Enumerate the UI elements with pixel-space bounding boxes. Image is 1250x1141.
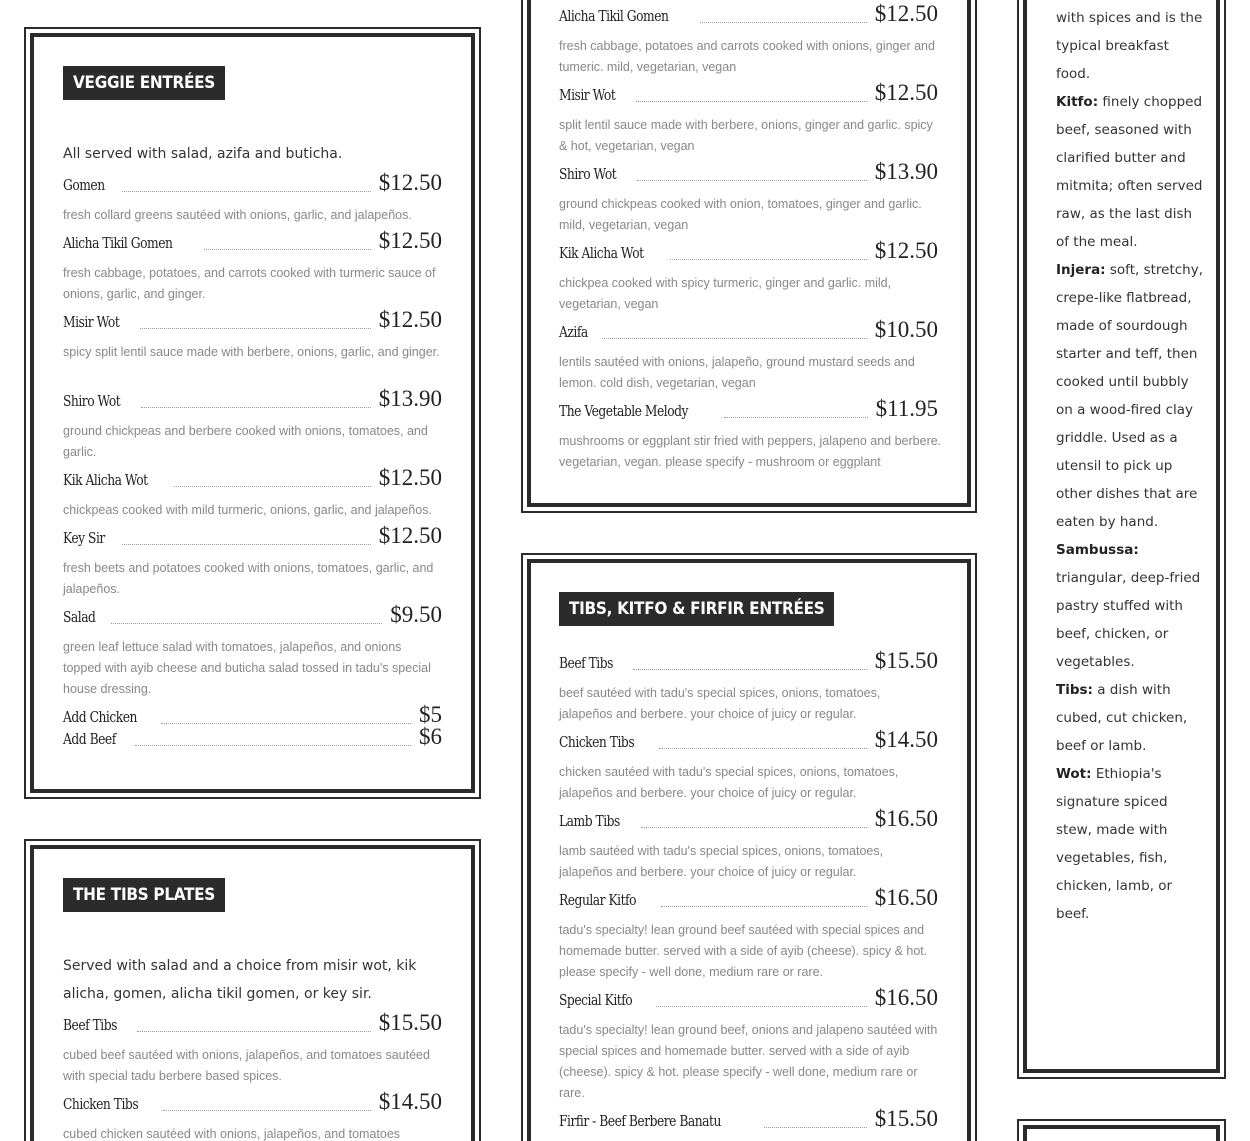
item-name: Salad xyxy=(63,608,96,626)
item-description: tadu's specialty! lean ground beef, onions and jalapeno sautéed with special spices and homemade butter. served with a side of ayib (cheese). spicy & hot. please specify - well done, medium rare or rare. xyxy=(559,1023,938,1100)
item-name: Shiro Wot xyxy=(559,165,617,183)
item-price: $14.50 xyxy=(874,727,938,752)
glossary-entry xyxy=(1056,676,1206,760)
menu-item-addon xyxy=(63,724,442,750)
item-description: ground chickpeas cooked with onion, tomatoes, ginger and garlic. mild, vegetarian, vegan xyxy=(559,197,922,232)
item-description: tadu's specialty! lean ground beef sautéed with special spices and homemade butter. served with a side of ayib (cheese). spicy & hot. please specify - well done, medium rare or rare. xyxy=(559,923,928,979)
item-description: chickpeas cooked with mild turmeric, onions, garlic, and jalapeños. xyxy=(63,503,432,517)
item-price: $12.50 xyxy=(378,307,442,332)
item-description: green leaf lettuce salad with tomatoes, jalapeños, and onions topped with ayib cheese and buticha salad tossed in tadu's special house dressing. xyxy=(63,640,431,696)
dot-leader xyxy=(700,22,866,23)
dot-leader xyxy=(137,1031,371,1032)
menu-item xyxy=(63,307,442,333)
item-name: Add Chicken xyxy=(63,708,137,726)
item-name: Kik Alicha Wot xyxy=(63,471,148,489)
dot-leader xyxy=(724,417,867,418)
item-price: $12.50 xyxy=(378,170,442,195)
glossary-definition: soft, stretchy, crepe-like flatbread, made of sourdough starter and teff, then cooked until bubbly on a wood-fired clay griddle. Used as a utensil to pick up other dishes that are eaten by hand. xyxy=(1056,262,1204,530)
glossary-definition: a dish with cubed, cut chicken, beef or lamb. xyxy=(1056,682,1188,754)
menu-item xyxy=(63,602,442,628)
dot-leader xyxy=(670,259,867,260)
item-price: $12.50 xyxy=(378,465,442,490)
menu-item xyxy=(63,386,442,412)
item-price: $16.50 xyxy=(874,806,938,831)
item-description: spicy split lentil sauce made with berbere, onions, garlic, and ginger. xyxy=(63,345,440,359)
item-price: $16.50 xyxy=(874,985,938,1010)
item-description: mushrooms or eggplant stir fried with peppers, jalapeno and berbere. vegetarian, vegan. please specify - mushroom or eggplant xyxy=(559,434,942,469)
item-description: fresh collard greens sautéed with onions, garlic, and jalapeños. xyxy=(63,208,412,222)
dot-leader xyxy=(135,745,411,746)
dot-leader xyxy=(661,906,867,907)
glossary-entry xyxy=(1056,536,1206,676)
menu-item xyxy=(559,1,938,27)
menu-item xyxy=(559,80,938,106)
menu-item xyxy=(559,648,938,674)
glossary-term: Wot: xyxy=(1056,766,1092,782)
item-price: $10.50 xyxy=(874,317,938,342)
dot-leader xyxy=(122,544,371,545)
dot-leader xyxy=(659,748,867,749)
item-name: Kik Alicha Wot xyxy=(559,244,644,262)
glossary-definition: finely chopped beef, seasoned with clarified butter and mitmita; often served raw, as the last dish of the meal. xyxy=(1056,94,1203,250)
dot-leader xyxy=(641,827,867,828)
dot-leader xyxy=(163,1110,371,1111)
menu-item xyxy=(559,885,938,911)
dot-leader xyxy=(636,101,867,102)
item-price: $12.50 xyxy=(378,523,442,548)
item-name: Beef Tibs xyxy=(63,1016,117,1034)
item-description: beef sautéed with tadu's special spices, onions, tomatoes, jalapeños and berbere. your choice of juicy or regular. xyxy=(559,686,881,721)
next-panel-partial xyxy=(1017,1119,1226,1141)
tibs-plates-title: THE TIBS PLATES xyxy=(63,878,225,912)
item-price: $12.50 xyxy=(874,80,938,105)
dot-leader xyxy=(111,623,383,624)
glossary-text xyxy=(1056,4,1206,928)
item-price: $9.50 xyxy=(390,602,442,627)
veggie-entrees-intro: All served with salad, azifa and buticha. xyxy=(63,146,343,162)
item-price: $13.90 xyxy=(874,159,938,184)
item-description: cubed beef sautéed with onions, jalapeños, and tomatoes sautéed with special tadu berbere based spices. xyxy=(63,1048,430,1083)
item-description: lentils sautéed with onions, jalapeño, ground mustard seeds and lemon. cold dish, vegetarian, vegan xyxy=(559,355,915,390)
item-name: Firfir - Beef Berbere Banatu xyxy=(559,1112,721,1130)
dot-leader xyxy=(764,1127,866,1128)
menu-item xyxy=(63,1010,442,1036)
dot-leader xyxy=(204,249,370,250)
menu-item xyxy=(559,1106,938,1132)
item-description: fresh cabbage, potatoes and carrots cooked with onions, ginger and tumeric. mild, vegetarian, vegan xyxy=(559,39,935,74)
item-price: $15.50 xyxy=(378,1010,442,1035)
menu-item xyxy=(559,727,938,753)
item-name: Azifa xyxy=(559,323,588,341)
dot-leader xyxy=(141,407,371,408)
menu-item xyxy=(63,228,442,254)
item-price: $15.50 xyxy=(874,1106,938,1131)
item-price: $14.50 xyxy=(378,1089,442,1114)
item-description: lamb sautéed with tadu's special spices, onions, tomatoes, jalapeños and berbere. your choice of juicy or regular. xyxy=(559,844,884,879)
menu-item xyxy=(559,317,938,343)
item-price: $15.50 xyxy=(874,648,938,673)
item-name: Shiro Wot xyxy=(63,392,121,410)
item-name: Regular Kitfo xyxy=(559,891,637,909)
item-description: chicken sautéed with tadu's special spices, onions, tomatoes, jalapeños and berbere. your choice of juicy or regular. xyxy=(559,765,899,800)
menu-item xyxy=(559,396,938,422)
glossary-intro-fragment: with spices and is the typical breakfast food. xyxy=(1056,10,1203,82)
menu-item xyxy=(559,806,938,832)
dot-leader xyxy=(633,669,867,670)
item-name: Alicha Tikil Gomen xyxy=(63,234,173,252)
dot-leader xyxy=(122,191,371,192)
tibs-kitfo-firfir-title: TIBS, KITFO & FIRFIR ENTRÉES xyxy=(559,592,834,626)
menu-item xyxy=(63,465,442,491)
item-price: $12.50 xyxy=(378,228,442,253)
glossary-term: Injera: xyxy=(1056,262,1106,278)
glossary-entry xyxy=(1056,88,1206,256)
item-price: $6 xyxy=(419,724,442,749)
dot-leader xyxy=(140,328,371,329)
menu-item xyxy=(63,523,442,549)
glossary-definition: Ethiopia's signature spiced stew, made with vegetables, fish, chicken, lamb, or beef. xyxy=(1056,766,1173,922)
item-name: Chicken Tibs xyxy=(63,1095,139,1113)
menu-item xyxy=(559,985,938,1011)
item-description: chickpea cooked with spicy turmeric, ginger and garlic. mild, vegetarian, vegan xyxy=(559,276,892,311)
dot-leader xyxy=(174,486,371,487)
menu-item xyxy=(63,1089,442,1115)
item-name: Special Kitfo xyxy=(559,991,633,1009)
item-price: $12.50 xyxy=(874,238,938,263)
item-price: $12.50 xyxy=(874,1,938,26)
veggie-entrees-title: VEGGIE ENTRÉES xyxy=(63,66,225,100)
dot-leader xyxy=(637,180,867,181)
dot-leader xyxy=(602,338,867,339)
dot-leader xyxy=(656,1006,866,1007)
glossary-term: Kitfo: xyxy=(1056,94,1099,110)
item-description: ground chickpeas and berbere cooked with onions, tomatoes, and garlic. xyxy=(63,424,428,459)
item-price: $5 xyxy=(419,702,442,727)
glossary-definition: triangular, deep-fried pastry stuffed with beef, chicken, or vegetables. xyxy=(1056,570,1201,670)
glossary-entry xyxy=(1056,760,1206,928)
item-name: Chicken Tibs xyxy=(559,733,635,751)
glossary-term: Sambussa: xyxy=(1056,542,1139,558)
item-description: fresh cabbage, potatoes, and carrots cooked with turmeric sauce of onions, garlic, and ginger. xyxy=(63,266,436,301)
item-price: $16.50 xyxy=(874,885,938,910)
item-name: Add Beef xyxy=(63,730,116,748)
item-name: Gomen xyxy=(63,176,105,194)
item-price: $13.90 xyxy=(378,386,442,411)
item-name: The Vegetable Melody xyxy=(559,402,688,420)
menu-item xyxy=(63,170,442,196)
item-name: Key Sir xyxy=(63,529,105,547)
item-name: Misir Wot xyxy=(63,313,120,331)
item-name: Lamb Tibs xyxy=(559,812,620,830)
item-name: Misir Wot xyxy=(559,86,616,104)
item-name: Alicha Tikil Gomen xyxy=(559,7,669,25)
glossary-term: Tibs: xyxy=(1056,682,1093,698)
item-description: split lentil sauce made with berbere, onions, ginger and garlic. spicy & hot, vegetarian, vegan xyxy=(559,118,933,153)
item-price: $11.95 xyxy=(875,396,938,421)
item-description: cubed chicken sautéed with onions, jalapeños, and tomatoes xyxy=(63,1127,401,1141)
item-name: Beef Tibs xyxy=(559,654,613,672)
menu-item xyxy=(559,159,938,185)
menu-item xyxy=(559,238,938,264)
item-description: fresh beets and potatoes cooked with onions, tomatoes, garlic, and jalapeños. xyxy=(63,561,434,596)
tibs-plates-intro: Served with salad and a choice from misir wot, kik alicha, gomen, alicha tikil gomen, or key sir. xyxy=(63,958,417,1002)
glossary-entry xyxy=(1056,256,1206,536)
